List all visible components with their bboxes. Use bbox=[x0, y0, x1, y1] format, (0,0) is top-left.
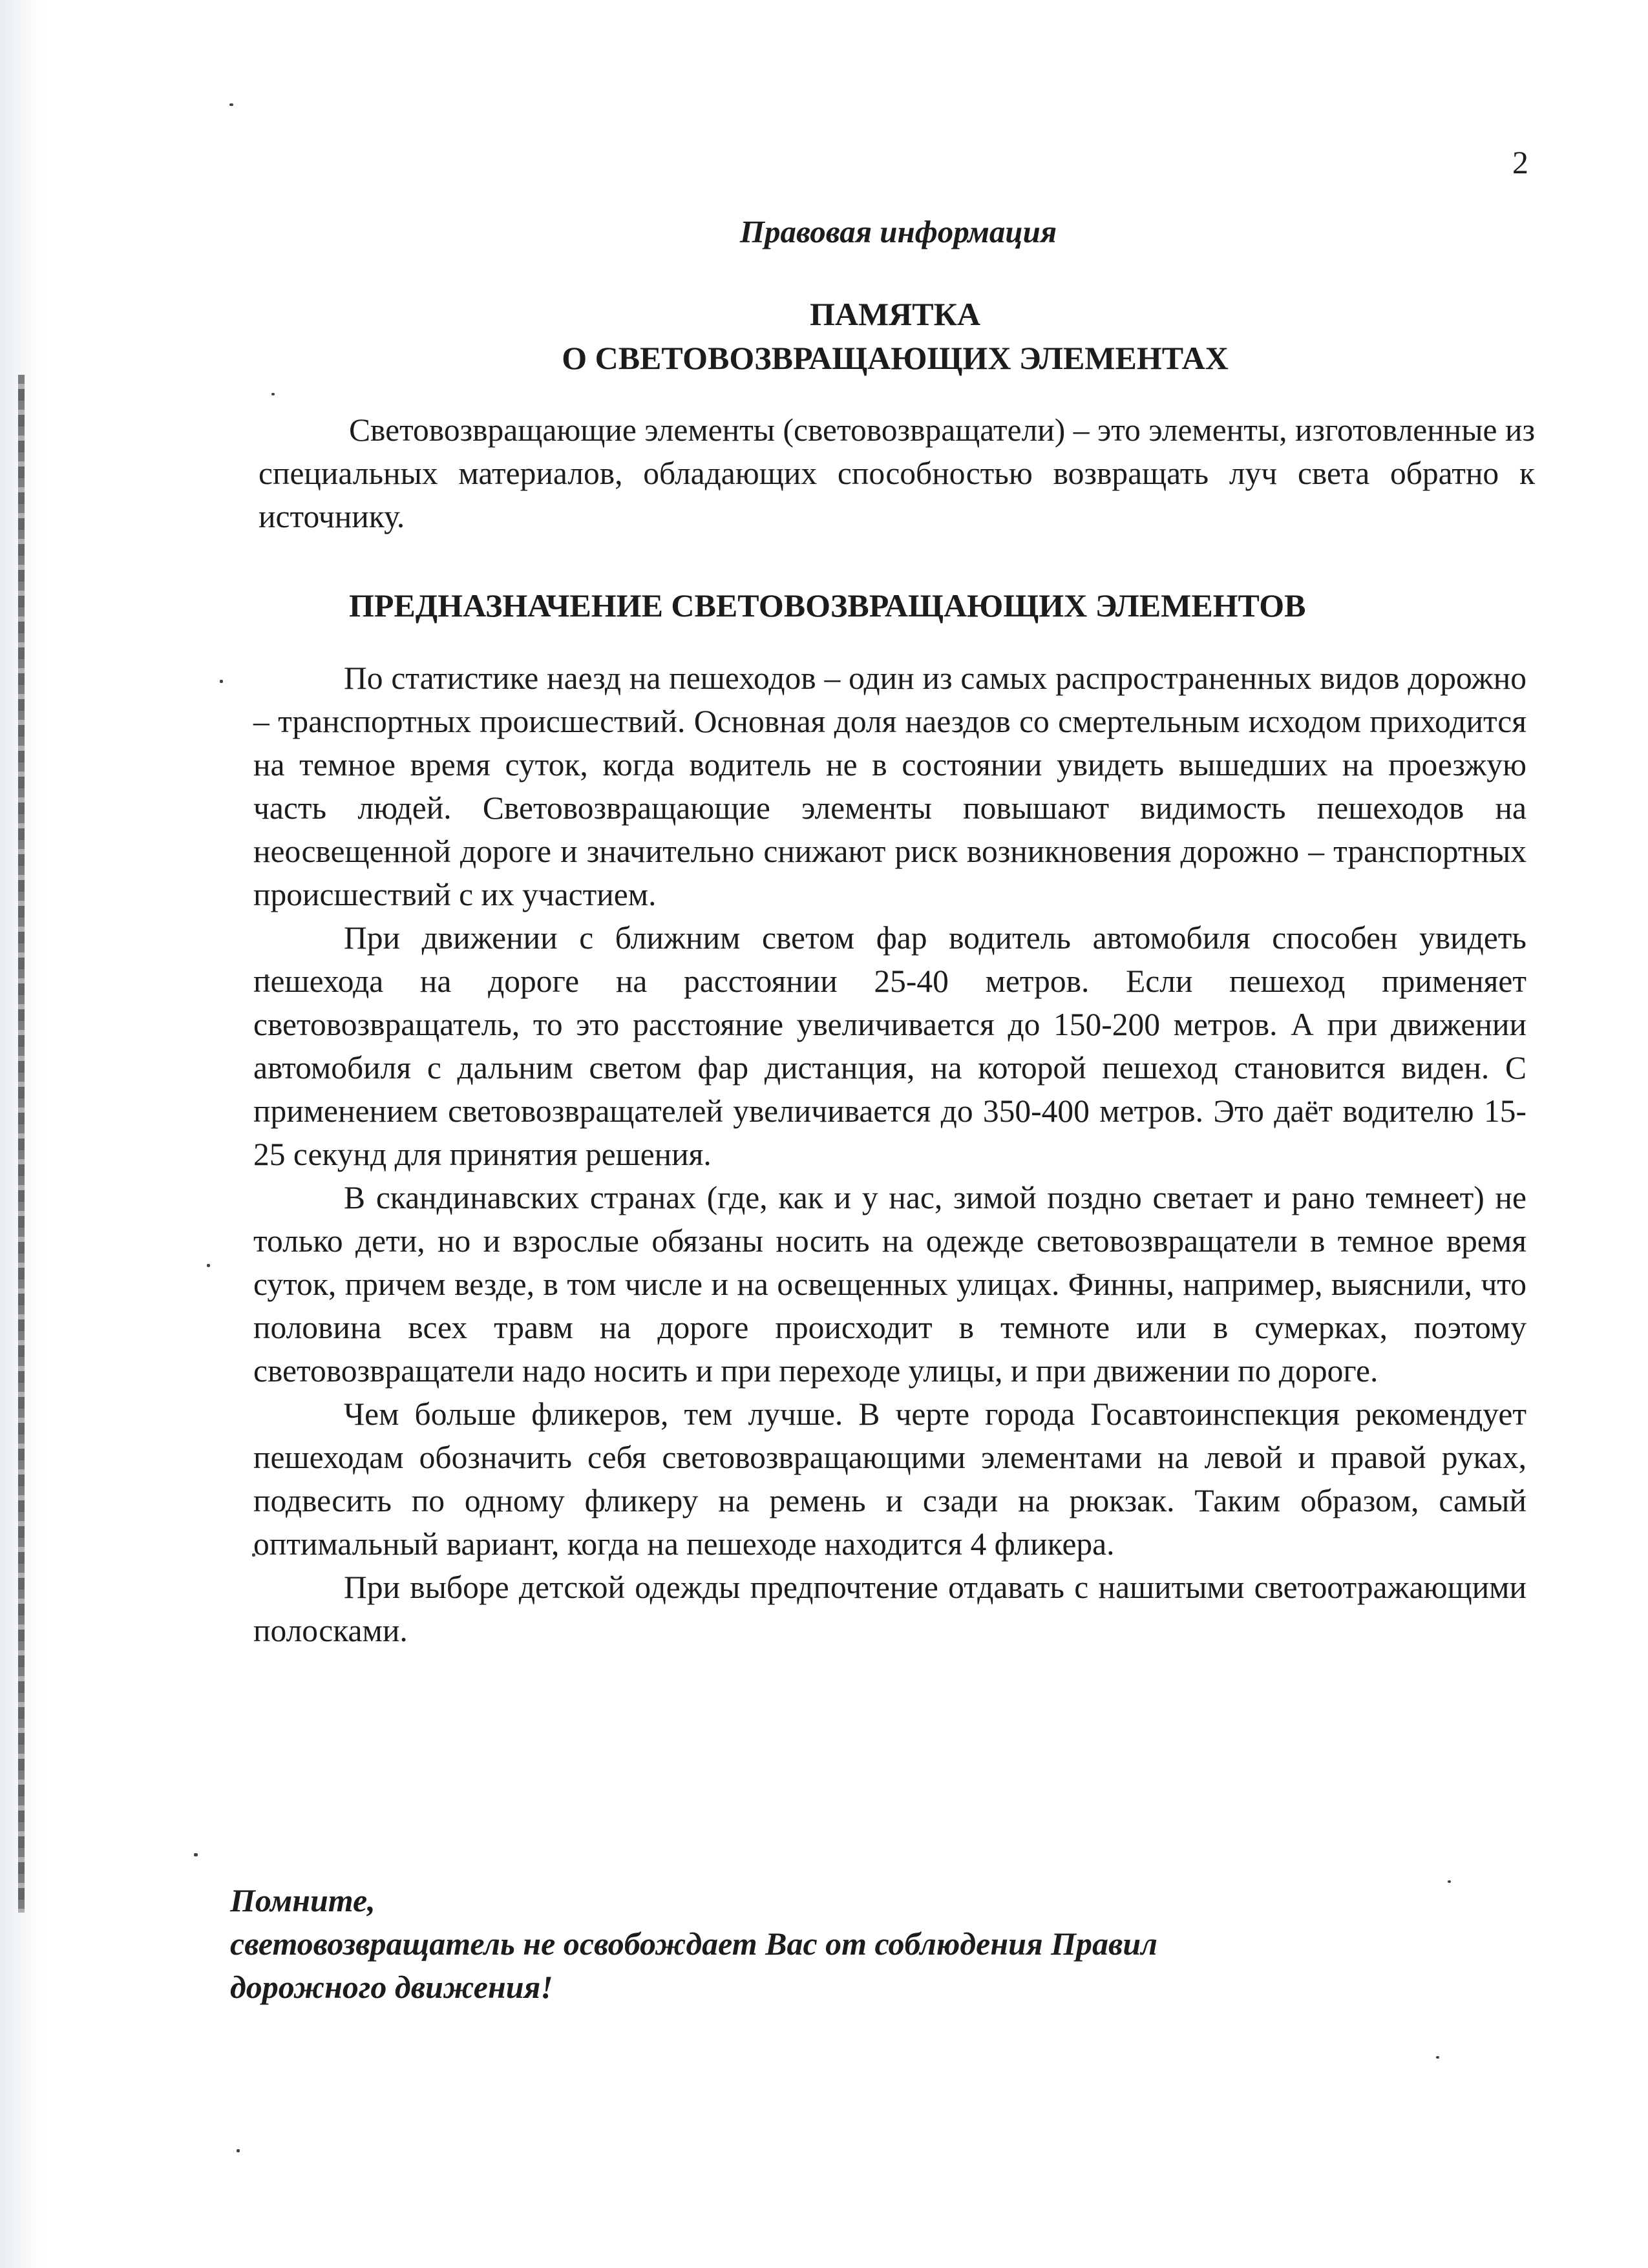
paragraph-children-clothing: При выборе детской одежды предпочтение отдавать с нашитыми светоотражающими полосками. bbox=[253, 1570, 1527, 1648]
scan-speck bbox=[237, 2149, 240, 2152]
paragraph-flickers: Чем больше фликеров, тем лучше. В черте города Госавтоинспекция рекомендует пешеходам обозначить себя световозвращающими элементами на левой и правой руках, подвесить по одному фликеру на ремень и сзади на рюкзак. Таким образом, самый оптимальный вариант, когда на пешеходе находится 4 фликера. bbox=[253, 1396, 1527, 1562]
reminder-block bbox=[230, 1879, 1458, 2009]
scan-speck bbox=[1436, 2056, 1439, 2059]
paragraph-distance: При движении с ближним светом фар водитель автомобиля способен увидеть пешехода на дороге на расстоянии 25-40 метров. Если пешеход применяет световозвращатель, то это расстояние увеличивается до 150-200 метров. А при движении автомобиля с дальним светом фар дистанция, на которой пешеход становится виден. С применением световозвращателей увеличивается до 350-400 метров. Это даёт водителю 15-25 секунд для принятия решения. bbox=[253, 920, 1527, 1172]
section-label: Правовая информация bbox=[739, 214, 1057, 249]
memo-title-line2: О СВЕТОВОЗВРАЩАЮЩИХ ЭЛЕМЕНТАХ bbox=[562, 340, 1229, 376]
scan-binding-marks bbox=[18, 375, 25, 1913]
memo-title bbox=[0, 292, 1648, 380]
scan-speck bbox=[271, 393, 275, 395]
reminder-line3: дорожного движения! bbox=[230, 1969, 553, 2005]
scan-speck bbox=[220, 680, 223, 683]
scan-speck bbox=[207, 1264, 210, 1267]
reminder-line2: световозвращатель не освобождает Вас от соблюдения Правил bbox=[230, 1926, 1157, 1962]
paragraph-statistics: По статистике наезд на пешеходов – один из самых распространенных видов дорожно – транспортных происшествий. Основная доля наездов со смертельным исходом приходится на темное время суток, когда водитель не в состоянии увидеть вышедших на проезжую часть людей. Световозвращающие элементы повышают видимость пешеходов на неосвещенной дороге и значительно снижают риск возникновения дорожно – транспортных происшествий с их участием. bbox=[253, 660, 1527, 912]
page-number: 2 bbox=[1512, 144, 1528, 180]
purpose-body bbox=[253, 656, 1527, 1652]
intro-paragraph: Световозвращающие элементы (световозвращатели) – это элементы, изготовленные из специальных материалов, обладающих способностью возвращать луч света обратно к источнику. bbox=[259, 412, 1535, 534]
paragraph-scandinavia: В скандинавских странах (где, как и у нас, зимой поздно светает и рано темнеет) не только дети, но и взрослые обязаны носить на одежде световозвращатели в темное время суток, причем везде, в том числе и на освещенных улицах. Финны, например, выяснили, что половина всех травм на дороге происходит в темноте или в сумерках, поэтому световозвращатели надо носить и при переходе улицы, и при движении по дороге. bbox=[253, 1180, 1527, 1389]
purpose-heading: ПРЕДНАЗНАЧЕНИЕ СВЕТОВОЗВРАЩАЮЩИХ ЭЛЕМЕНТОВ bbox=[349, 587, 1306, 624]
memo-title-line1: ПАМЯТКА bbox=[809, 296, 980, 332]
scan-speck bbox=[229, 103, 233, 106]
reminder-line1: Помните, bbox=[230, 1882, 375, 1918]
scan-speck bbox=[194, 1853, 198, 1856]
